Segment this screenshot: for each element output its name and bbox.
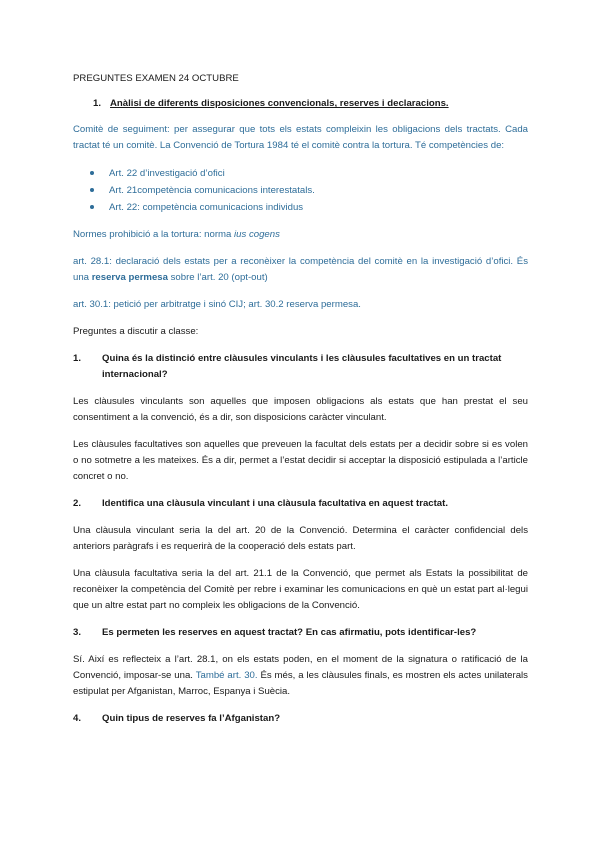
question-2 xyxy=(73,496,528,512)
question-text: Quin tipus de reserves fa l’Afganistan? xyxy=(102,713,281,724)
question-text: Identifica una clàusula vinculant i una clàusula facultativa en aquest tractat. xyxy=(102,498,449,509)
list-item: Art. 22: competència comunicacions individus xyxy=(73,199,528,216)
answer-3 xyxy=(73,652,528,700)
answer-2b: Una clàusula facultativa seria la del art. 21.1 de la Convenció, que permet als Estats la possibilitat de reconèixer la competència del Comitè per rebre i examinar les comunicacions en què un estat part al·legui que un altre estat part no compleix les obligacions de la Convenció. xyxy=(73,568,528,611)
normes-paragraph xyxy=(73,227,528,243)
question-4 xyxy=(73,711,528,727)
question-number: 1. xyxy=(73,353,82,364)
list-item: Art. 22 d’investigació d’ofici xyxy=(73,165,528,182)
answer-3-text-end: És més, a les clàusules finals, es mostren els actes unilaterals estipulat per Afganistan, Marroc, Espanya i Suècia. xyxy=(73,670,528,697)
art28-bold: reserva permesa xyxy=(91,272,168,283)
art28-paragraph xyxy=(73,254,528,286)
question-text: Quina és la distinció entre clàusules vinculants i les clàusules facultatives en un tractat internacional? xyxy=(102,353,502,380)
answer-2a: Una clàusula vinculant seria la del art. 20 de la Convenció. Determina el caràcter confidencial dels anteriors paràgrafs i es requerirà de la cooperació dels estats part. xyxy=(73,525,528,552)
document-title: PREGUNTES EXAMEN 24 OCTUBRE xyxy=(73,73,239,84)
art30-paragraph: art. 30.1: petició per arbitratge i sinó CIJ; art. 30.2 reserva permesa. xyxy=(73,299,361,310)
normes-text: Normes prohibició a la tortura: norma xyxy=(73,229,235,240)
question-text: Es permeten les reserves en aquest tractat? En cas afirmatiu, pots identificar-les? xyxy=(102,627,477,638)
competencies-list xyxy=(73,165,528,216)
question-3 xyxy=(73,625,528,641)
question-number: 3. xyxy=(73,627,82,638)
answer-1a: Les clàusules vinculants son aquelles que imposen obligacions als estats que han prestat el seu consentiment a la convenció, és a dir, son disposicions caràcter vinculant. xyxy=(73,396,528,423)
section-heading-text: Anàlisi de diferents disposiciones convencionals, reserves i declaracions. xyxy=(110,98,449,109)
question-number: 2. xyxy=(73,498,82,509)
answer-3-blue-text: També art. 30. xyxy=(195,670,258,681)
art28-text: art. 28.1: declaració dels estats per a reconèixer la competència del comitè en la investigació d’ofici. És una xyxy=(73,256,528,283)
answer-3-text: Sí. Així es reflecteix a l’art. 28.1, on els estats poden, en el moment de la signatura o ratificació de la Convenció, imposar-se una. xyxy=(73,654,528,681)
question-number: 4. xyxy=(73,713,82,724)
comite-paragraph: Comitè de seguiment: per assegurar que tots els estats compleixin les obligacions dels tractats. Cada tractat té un comitè. La Convenció de Tortura 1984 té el comitè contra la tortura. Té competències de: xyxy=(73,124,528,151)
section-heading-1 xyxy=(73,96,528,112)
section-number: 1. xyxy=(93,98,102,109)
question-1 xyxy=(73,351,528,383)
normes-italic: ius cogens xyxy=(234,229,280,240)
discussion-heading: Preguntes a discutir a classe: xyxy=(73,326,199,337)
document-body xyxy=(73,71,528,738)
list-item: Art. 21competència comunicacions interestatals. xyxy=(73,182,528,199)
art28-text-end: sobre l’art. 20 (opt-out) xyxy=(167,272,268,283)
answer-1b: Les clàusules facultatives son aquelles que preveuen la facultat dels estats per a decidir sobre si es volen o no sotmetre a les mateixes. És a dir, permet a l’estat decidir si acceptar la disposició estipulada a l’article concret o no. xyxy=(73,439,528,482)
